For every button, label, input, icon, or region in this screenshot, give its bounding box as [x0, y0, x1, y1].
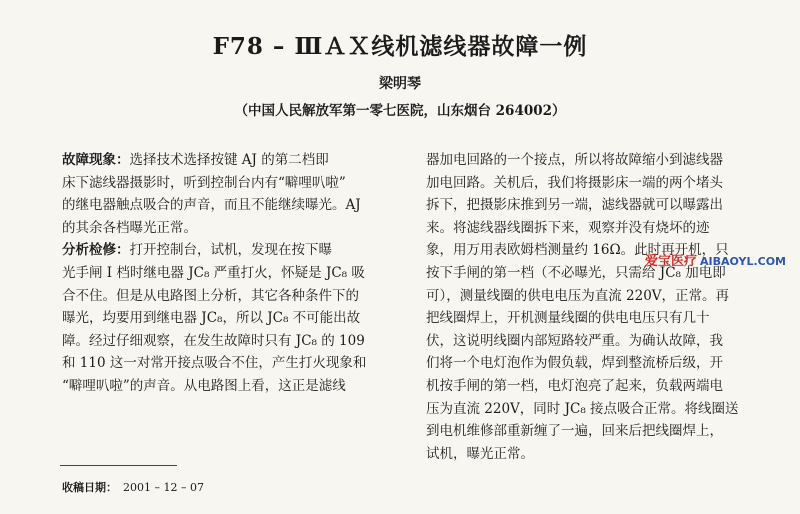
body-line: [426, 420, 778, 443]
body-text: 们将一个电灯泡作为假负载，焊到整流桥后级，开: [426, 355, 723, 372]
received-date-value: 2001 – 12 – 07: [123, 481, 204, 494]
author-name: 梁明琴: [379, 76, 421, 92]
watermark-text-en: AIBAOYL.COM: [700, 255, 787, 268]
body-text: “噼哩叭啦”的声音。从电路图上看，这正是滤线: [62, 377, 346, 394]
body-text: 打开控制台，试机，发现在按下曝: [129, 242, 332, 259]
body-line: [426, 149, 778, 172]
body-line: [62, 375, 407, 398]
body-line: [426, 307, 778, 330]
body-line: [62, 285, 407, 308]
body-line: [426, 194, 778, 217]
body-text: 器加电回路的一个接点，所以将故障缩小到滤线器: [426, 152, 723, 168]
body-text: 光手闸 I 档时继电器 JC₈ 严重打火，怀疑是 JC₈ 吸: [62, 264, 365, 281]
body-line: [426, 285, 778, 308]
body-line: [62, 149, 407, 172]
watermark-text-cn: 爱宝医疗: [645, 254, 698, 269]
body-text: 和 110 这一对常开接点吸合不住，产生打火现象和: [62, 355, 367, 372]
body-line: [62, 352, 407, 375]
body-line: [426, 375, 778, 398]
body-text: 选择技术选择按键 AJ 的第二档即: [129, 152, 329, 168]
footnote-rule: [60, 465, 177, 466]
body-text: 床下滤线器摄影时，听到控制台内有“噼哩叭啦”: [62, 174, 346, 191]
body-text: 伏，这说明线圈内部短路较严重。为确认故障，我: [426, 332, 723, 349]
body-line: [426, 330, 778, 353]
body-line: [62, 330, 407, 353]
body-column-left: [62, 149, 407, 398]
section-keyword: 故障现象：: [62, 152, 130, 168]
body-text: 机按手闸的第一档，电灯泡亮了起来，负载两端电: [426, 377, 723, 394]
body-line: [426, 262, 778, 285]
body-line: [426, 239, 778, 262]
body-text: 可），测量线圈的供电电压为直流 220V，正常。再: [426, 287, 730, 304]
section-keyword: 分析检修：: [62, 242, 130, 259]
body-line: [62, 194, 407, 217]
body-line: [426, 172, 778, 195]
author-affiliation: （中国人民解放军第一零七医院，山东烟台 264002）: [234, 103, 566, 119]
body-text: 按下手闸的第一档（不必曝光，只需给 JC₈ 加电即: [426, 264, 726, 281]
body-text: 加电回路。关机后，我们将摄影床一端的两个堵头: [426, 174, 723, 191]
body-line: [62, 262, 407, 285]
body-text: 的继电器触点吸合的声音，而且不能继续曝光。AJ: [62, 197, 361, 214]
body-text: 的其余各档曝光正常。: [62, 219, 197, 236]
body-text: 压为直流 220V，同时 JC₈ 接点吸合正常。将线圈送: [426, 400, 739, 417]
body-line: [62, 307, 407, 330]
body-line: [62, 217, 407, 240]
received-date-note: [62, 479, 204, 495]
body-line: [426, 443, 778, 466]
received-date-label: 收稿日期：: [62, 481, 117, 494]
body-line: [426, 352, 778, 375]
body-text: 拆下，把摄影床推到另一端，滤线器就可以曝露出: [426, 197, 723, 214]
body-text: 到电机维修部重新缠了一遍，回来后把线圈焊上，: [426, 423, 723, 440]
article-title: F78 – ⅢＡＸ线机滤线器故障一例: [212, 33, 588, 60]
body-text: 试机，曝光正常。: [426, 445, 534, 462]
body-text: 把线圈焊上，开机测量线圈的供电电压只有几十: [426, 310, 710, 327]
body-text: 象，用万用表欧姆档测量约 16Ω。此时再开机，只: [426, 242, 729, 259]
body-text: 来。将滤线器线圈拆下来，观察并没有烧坏的迹: [426, 219, 710, 236]
body-line: [62, 172, 407, 195]
body-line: [426, 398, 778, 421]
body-text: 合不住。但是从电路图上分析，其它各种条件下的: [62, 287, 359, 304]
body-column-right: [426, 149, 778, 465]
body-text: 障。经过仔细观察，在发生故障时只有 JC₈ 的 109: [62, 332, 365, 349]
body-text: 曝光，均要用到继电器 JC₈，所以 JC₈ 不可能出故: [62, 310, 361, 327]
body-line: [62, 239, 407, 262]
body-line: [426, 217, 778, 240]
